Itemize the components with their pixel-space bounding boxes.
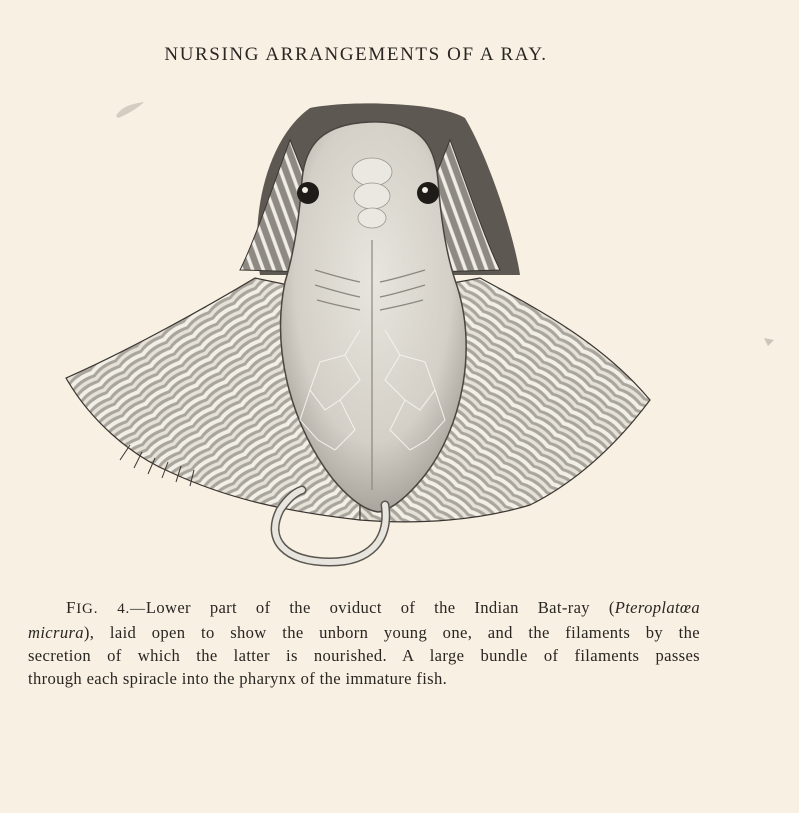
caption-line-4: through each spiracle into the pharynx of the immature fish.: [28, 669, 448, 688]
caption-line-2: micrura), laid open to show the unborn young one, and the filaments by the: [28, 623, 700, 642]
species-name-epithet: micrura: [28, 623, 84, 642]
figure-caption: [28, 596, 700, 690]
figure-label: FIG. 4.—: [66, 598, 146, 617]
paper-speck-right: [760, 330, 780, 350]
left-eye: [297, 182, 319, 204]
caption-line-3: secretion of which the latter is nourished. A large bundle of filaments passes: [28, 646, 700, 665]
caption-line-1: FIG. 4.—Lower part of the oviduct of the Indian Bat-ray (Pteroplatœa: [66, 598, 700, 617]
right-eye: [417, 182, 439, 204]
bat-ray-illustration: [60, 100, 660, 575]
species-name-genus: Pteroplatœa: [614, 598, 700, 617]
page-title: NURSING ARRANGEMENTS OF A RAY.: [164, 44, 548, 65]
